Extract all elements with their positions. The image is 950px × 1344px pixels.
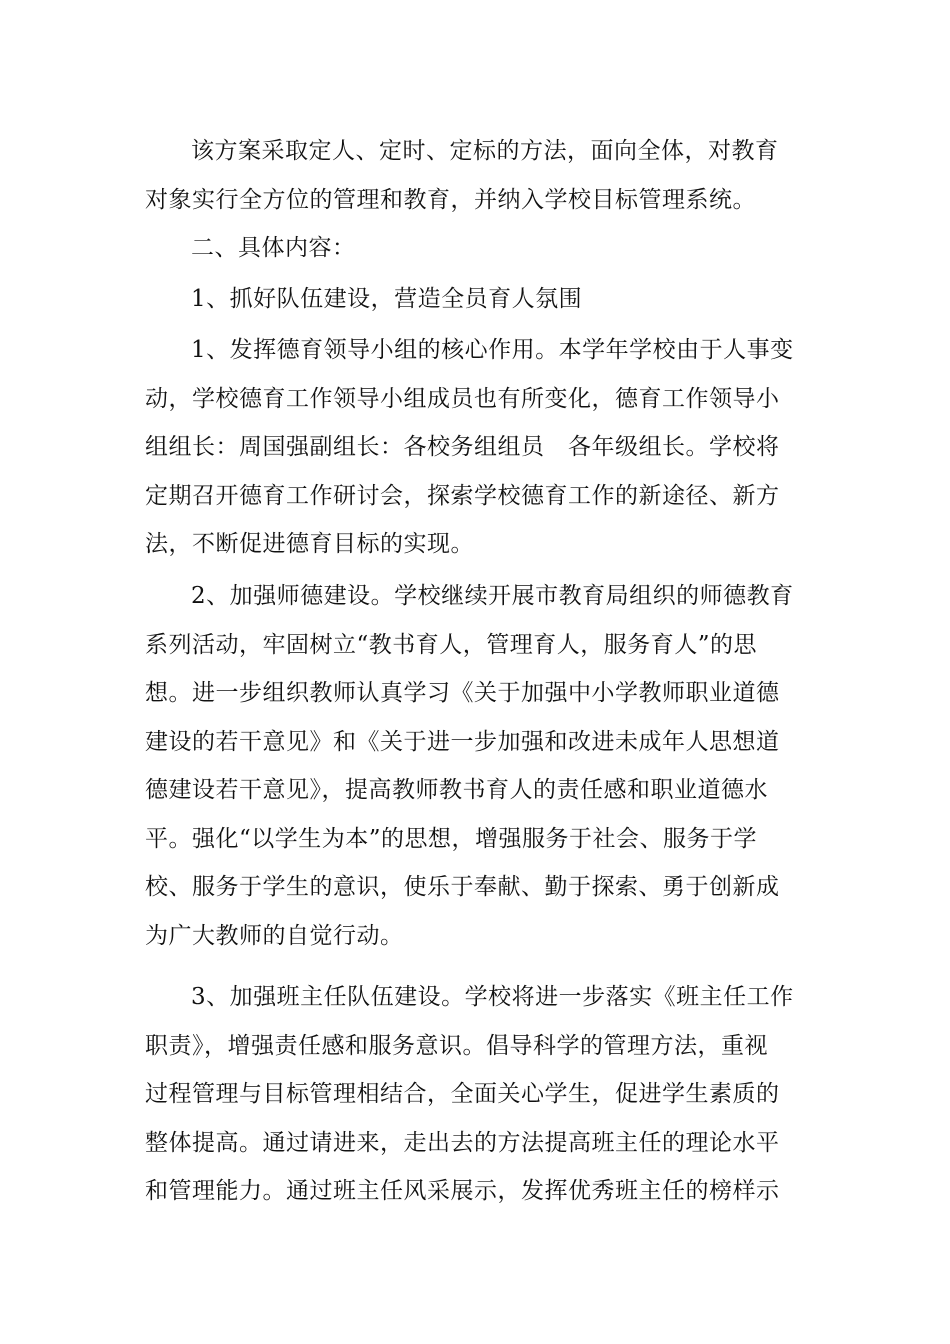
text-line: 1、发挥德育领导小组的核心作用。本学年学校由于人事变 (191, 337, 794, 363)
text-line: 校、服务于学生的意识，使乐于奉献、勤于探索、勇于创新成 (145, 874, 780, 900)
paragraph-intro (145, 127, 805, 224)
text-line: 二、具体内容： (191, 235, 356, 261)
text-line: 想。进一步组织教师认真学习《关于加强中小学教师职业道德 (145, 680, 780, 706)
text-line: 为广大教师的自觉行动。 (145, 922, 404, 949)
text-line: 建设的若干意见》和《关于进一步加强和改进未成年人思想道 (145, 728, 780, 755)
text-line: 法，不断促进德育目标的实现。 (145, 531, 474, 557)
text-line: 定期召开德育工作研讨会，探索学校德育工作的新途径、新方 (145, 482, 780, 509)
paragraph-item-1 (145, 326, 805, 569)
section-heading (145, 224, 805, 273)
text-line: 2、加强师德建设。学校继续开展市教育局组织的师德教育 (191, 583, 794, 609)
text-line: 1、抓好队伍建设，营造全员育人氛围 (191, 286, 583, 312)
text-line: 组组长：周国强副组长：各校务组组员 各年级组长。学校将 (145, 434, 780, 460)
paragraph-item-3 (145, 973, 805, 1216)
text-line: 3、加强班主任队伍建设。学校将进一步落实《班主任工作 (191, 984, 794, 1010)
paragraph-item-2 (145, 572, 805, 960)
text-line: 该方案采取定人、定时、定标的方法，面向全体，对教育 (191, 138, 779, 164)
text-line: 过程管理与目标管理相结合，全面关心学生，促进学生素质的 (145, 1081, 780, 1107)
text-line: 动，学校德育工作领导小组成员也有所变化，德育工作领导小 (145, 385, 780, 412)
text-line: 整体提高。通过请进来，走出去的方法提高班主任的理论水平 (145, 1129, 780, 1156)
text-line: 系列活动，牢固树立“教书育人，管理育人，服务育人”的思 (145, 631, 758, 658)
text-line: 德建设若干意见》，提高教师教书育人的责任感和职业道德水 (145, 777, 768, 803)
text-line: 职责》，增强责任感和服务意识。倡导科学的管理方法，重视 (145, 1032, 768, 1059)
text-line: 对象实行全方位的管理和教育，并纳入学校目标管理系统。 (145, 186, 756, 213)
text-line: 和管理能力。通过班主任风采展示，发挥优秀班主任的榜样示 (145, 1178, 780, 1204)
subsection-heading (145, 275, 805, 324)
text-line: 平。强化“以学生为本”的思想，增强服务于社会、服务于学 (145, 825, 758, 852)
